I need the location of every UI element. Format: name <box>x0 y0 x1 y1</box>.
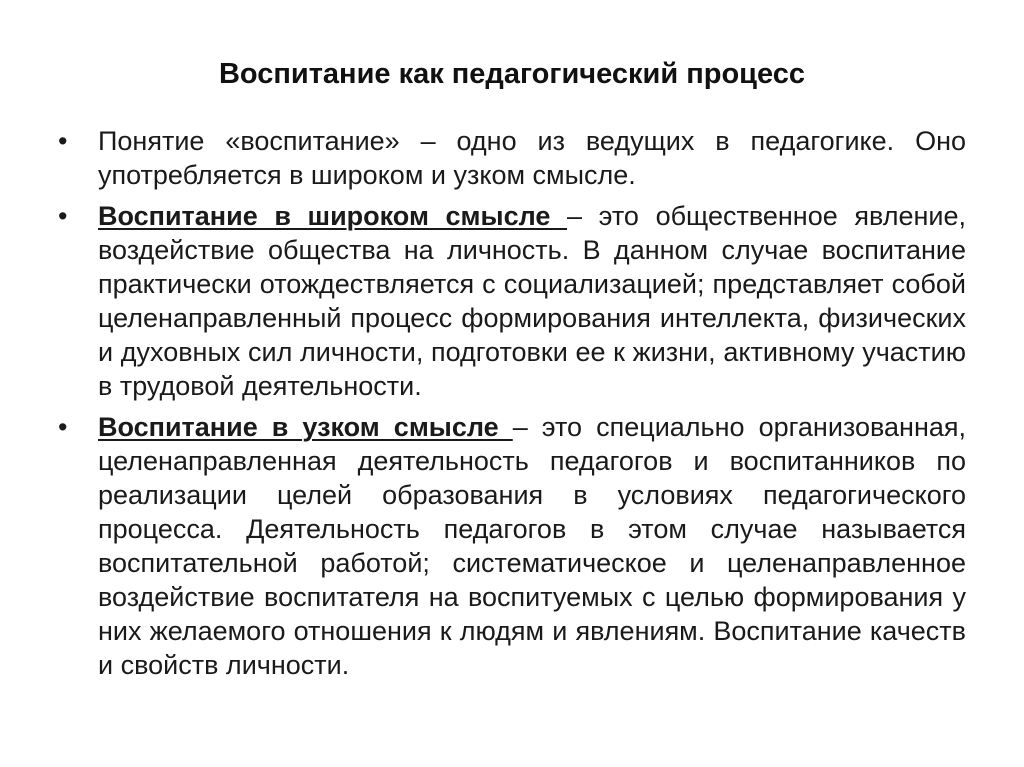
bullet-marker: • <box>58 201 68 231</box>
bullet-text: – это общественное явление, воздействие общества на личность. В данном случае воспитание практически отождествляется с социализацией; представляет собой целенаправленный процесс формирования интеллекта, физических и духовных сил личности, подготовки ее к жизни, активному участию в трудовой деятельности. <box>98 201 967 401</box>
bullet-text: Понятие «воспитание» – одно из ведущих в педагогике. Оно употребляется в широком и узком смысле. <box>98 126 966 190</box>
bullet-item-narrow-sense <box>56 410 966 682</box>
bullet-item-concept <box>56 124 966 192</box>
bullet-text: – это специально организованная, целенаправленная деятельность педагогов и воспитанников по реализации целей образования в условиях педагогического процесса. Деятельность педагогов в этом случае называется воспитательной работой; систематическое и целенаправленное воздействие воспитателя на воспитуемых с целью формирования у них желаемого отношения к людям и явлениям. Воспитание качеств и свойств личности. <box>98 412 967 680</box>
bullet-marker: • <box>58 412 68 442</box>
slide-title: Воспитание как педагогический процесс <box>218 58 806 90</box>
bullet-term: Воспитание в широком смысле <box>98 201 568 231</box>
bullet-marker: • <box>58 126 68 156</box>
bullet-item-broad-sense <box>56 199 966 403</box>
bullet-term: Воспитание в узком смысле <box>98 412 513 442</box>
bullet-list <box>56 124 966 689</box>
